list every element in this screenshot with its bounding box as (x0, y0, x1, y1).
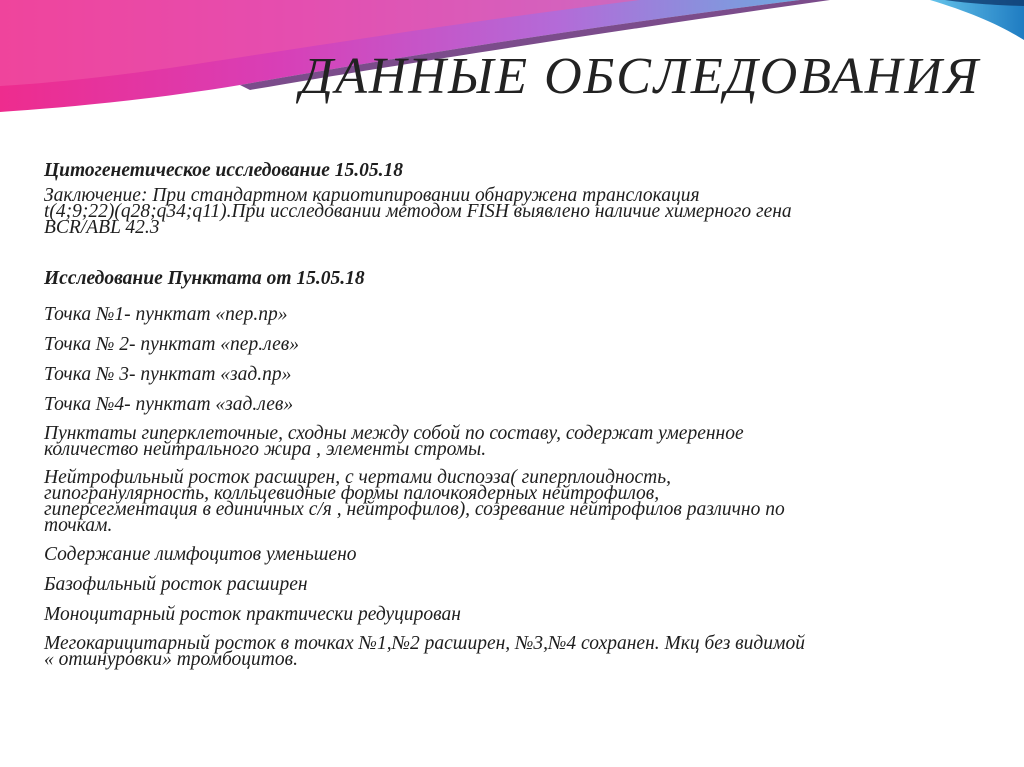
text-line: t(4;9;22)(q28;q34;q11).При исследовании методом FISH выявлено наличие химерного гена (44, 201, 792, 222)
text-line: Заключение: При стандартном кариотипировании обнаружена транслокация (44, 185, 700, 206)
slide-title: ДАННЫЕ ОБСЛЕДОВАНИЯ (300, 48, 981, 105)
punctate-heading: Исследование Пунктата от 15.05.18 (44, 268, 365, 289)
basophil-line: Базофильный росток расширен (44, 574, 308, 595)
text-line: количество нейтрального жира , элементы стромы. (44, 439, 487, 460)
punctate-summary (44, 423, 994, 460)
list-item: Точка №4- пунктат «зад.лев» (44, 394, 294, 415)
text-line: гиперсегментация в единичных с/я , нейтрофилов), созревание нейтрофилов различно по (44, 499, 785, 520)
list-item: Точка № 3- пунктат «зад.пр» (44, 364, 292, 385)
list-item: Точка № 2- пунктат «пер.лев» (44, 334, 299, 355)
text-line: гипогранулярность, колльцевидные формы палочкоядерных нейтрофилов, (44, 483, 660, 504)
neutrophil-block (44, 467, 994, 536)
text-line: Нейтрофильный росток расширен, с чертами диспоэза( гиперплоидность, (44, 467, 671, 488)
megakaryocyte-block (44, 633, 994, 670)
lymphocytes-line: Содержание лимфоцитов уменьшено (44, 544, 357, 565)
text-line: точкам. (44, 515, 113, 536)
slide-content (44, 160, 994, 668)
list-item: Точка №1- пунктат «пер.пр» (44, 304, 288, 325)
text-line: Мегокарицитарный росток в точках №1,№2 расширен, №3,№4 сохранен. Мкц без видимой (44, 633, 805, 654)
text-line: « отшнуровки» тромбоцитов. (44, 649, 298, 670)
cytogenetics-heading: Цитогенетическое исследование 15.05.18 (44, 160, 404, 181)
monocyte-line: Моноцитарный росток практически редуцирован (44, 604, 461, 625)
text-line: BCR/ABL 42.3 (44, 217, 160, 238)
text-line: Пунктаты гиперклеточные, сходны между собой по составу, содержат умеренное (44, 423, 744, 444)
cytogenetics-conclusion (44, 185, 994, 238)
